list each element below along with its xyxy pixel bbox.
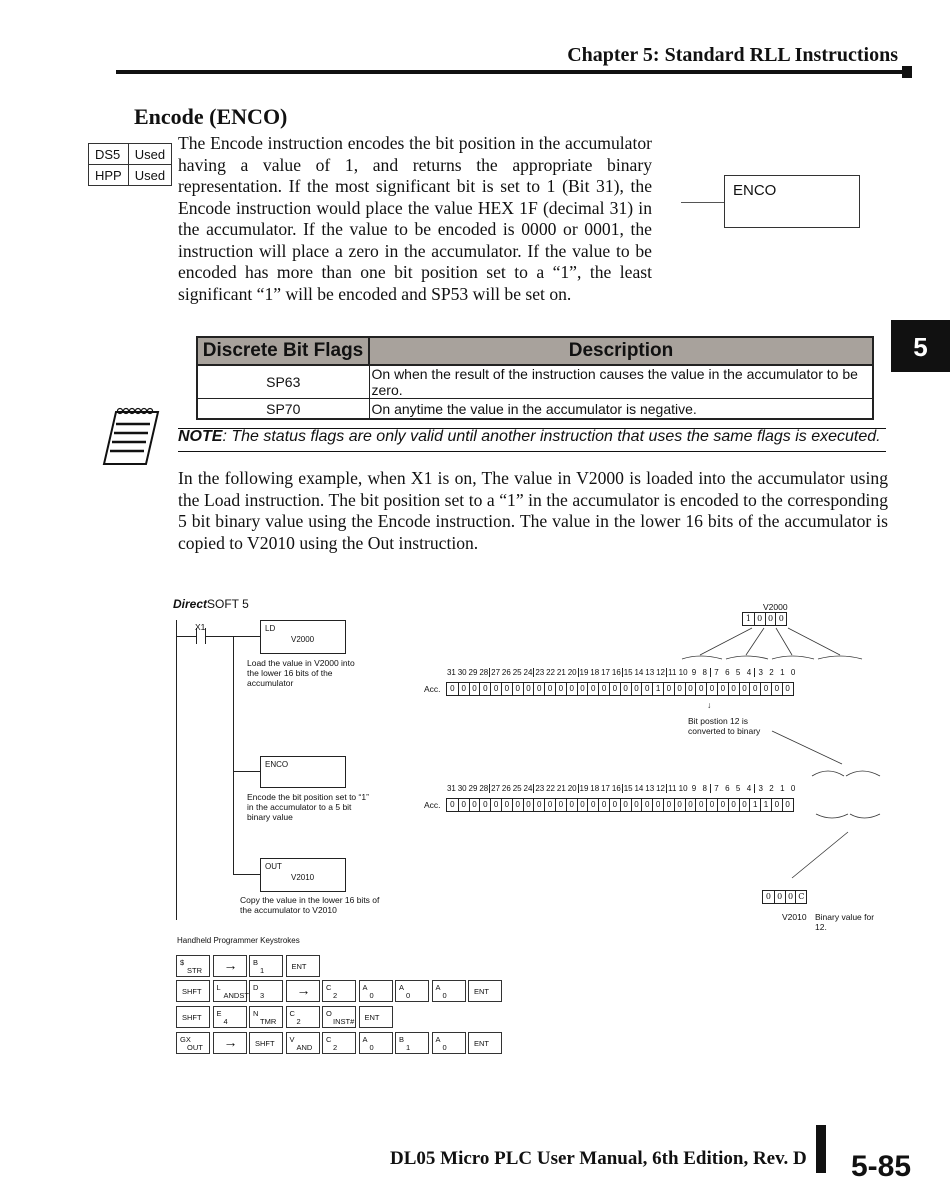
bit-number: 18 [590, 784, 600, 793]
acc-label: Acc. [424, 800, 441, 810]
bit-value: 0 [717, 799, 728, 811]
bit-number: 8 [702, 784, 707, 793]
bit-number: 19 [579, 784, 589, 793]
bit-number: 11 [666, 668, 678, 677]
keystroke-key: SHFT [249, 1032, 283, 1054]
ld-op: LD [265, 624, 276, 633]
rung-wire [233, 771, 261, 772]
bit-value: 0 [674, 799, 685, 811]
enco-box-wire [681, 202, 725, 203]
bit-number: 10 [678, 668, 688, 677]
bit-value: 0 [458, 683, 469, 695]
bit-value: 0 [587, 799, 598, 811]
bit-number: 5 [735, 784, 741, 793]
keystroke-key: → [286, 980, 320, 1002]
register-digit: 1 [745, 614, 751, 623]
bit-number: 1 [780, 784, 785, 793]
keystroke-key: GX OUT [176, 1032, 210, 1054]
out-description: Copy the value in the lower 16 bits of the accumulator to V2010 [240, 895, 380, 915]
ld-box [260, 620, 346, 654]
bit-number: 14 [634, 668, 644, 677]
bit-number: 15 [623, 668, 633, 677]
chapter-side-tab: 5 [891, 320, 950, 372]
bit-number: 18 [590, 668, 600, 677]
bit-number: 4 [746, 784, 752, 793]
bit-value: 0 [523, 799, 534, 811]
keystroke-key: ENT [286, 955, 320, 977]
bit-number: 20 [567, 784, 577, 793]
compat-row [89, 144, 172, 165]
acc-label: Acc. [424, 684, 441, 694]
down-arrow: ↓ [707, 700, 712, 710]
bit-number: 9 [691, 668, 697, 677]
keystroke-key: B 1 [249, 955, 283, 977]
bit-value: 0 [685, 683, 696, 695]
bit-value: 0 [533, 683, 544, 695]
keystroke-key: C 2 [322, 980, 356, 1002]
bit-value: 0 [620, 683, 631, 695]
bit-value: 0 [450, 684, 455, 693]
keystroke-key: C 2 [286, 1006, 320, 1028]
bit-value: 1 [652, 683, 663, 695]
bit-note: Bit postion 12 is converted to binary [688, 716, 761, 736]
bit-number: 6 [725, 784, 730, 793]
bit-value: 0 [652, 799, 663, 811]
bit-value: 0 [717, 683, 728, 695]
compat-device: HPP [89, 165, 129, 186]
bit-number: 15 [623, 784, 633, 793]
chapter-title: Chapter 5: Standard RLL Instructions [567, 44, 898, 66]
bit-value: 0 [587, 683, 598, 695]
register-digit: C [795, 891, 806, 903]
bit-number: 19 [579, 668, 589, 677]
keystrokes-title: Handheld Programmer Keystrokes [177, 936, 300, 945]
bit-number: 24 [523, 668, 533, 677]
bit-value: 0 [706, 799, 717, 811]
bit-value: 0 [749, 683, 760, 695]
keystroke-key: → [213, 955, 247, 977]
bit-number: 11 [666, 784, 678, 793]
bit-value: 0 [469, 683, 480, 695]
bit-number: 0 [790, 668, 796, 677]
bit-value: 0 [523, 683, 534, 695]
bit-number: 30 [457, 668, 467, 677]
bit-value: 0 [512, 683, 523, 695]
keystroke-key: A 0 [432, 1032, 466, 1054]
bit-value: 0 [706, 683, 717, 695]
pointer-arrow [770, 728, 850, 768]
keystroke-key: A 0 [395, 980, 429, 1002]
enco-instruction-box: ENCO [724, 175, 860, 228]
v2010-register [762, 890, 807, 904]
bit-number: 20 [567, 668, 577, 677]
bit-value: 0 [609, 799, 620, 811]
keystroke-key: L ANDST [213, 980, 247, 1002]
group-brace-top [810, 764, 882, 778]
bit-value: 0 [544, 799, 555, 811]
bit-number: 17 [601, 668, 610, 677]
compatibility-table [88, 143, 172, 186]
bit-value: 0 [620, 799, 631, 811]
bit-number: 0 [790, 784, 796, 793]
compat-status: Used [128, 165, 171, 186]
v2000-label: V2000 [763, 602, 788, 612]
bit-number: 22 [546, 784, 556, 793]
keystroke-key: V AND [286, 1032, 320, 1054]
compat-device: DS5 [89, 144, 129, 165]
bit-number: 3 [754, 784, 766, 793]
bit-value: 0 [544, 683, 555, 695]
example-paragraph: In the following example, when X1 is on, The value in V2000 is loaded into the accumulator using the Load instruction. The bit position set to a “1” in the accumulator is encoded to the corresponding 5 bit binary value using the Encode instruction. The value in the lower 16 bits of the accumulator is copied to V2010 using the Out instruction. [178, 468, 888, 553]
bit-value: 0 [598, 683, 609, 695]
bit-number: 27 [491, 668, 501, 677]
bit-number-row [446, 784, 799, 793]
left-power-rail [176, 620, 177, 920]
bit-value: 0 [450, 800, 455, 809]
rung-wire [176, 636, 196, 637]
bit-value: 0 [674, 683, 685, 695]
bit-value: 0 [771, 683, 782, 695]
bit-value: 0 [631, 683, 642, 695]
rung-wire [233, 874, 261, 875]
bit-value: 0 [555, 683, 566, 695]
v2000-register [742, 612, 787, 626]
bit-number: 7 [710, 668, 722, 677]
bit-value: 0 [479, 799, 490, 811]
out-arg: V2010 [291, 873, 315, 882]
table-row [197, 365, 873, 399]
bit-number: 26 [501, 784, 511, 793]
bit-number: 8 [702, 668, 707, 677]
ld-arg: V2000 [291, 635, 315, 644]
register-digit: 0 [785, 891, 796, 903]
bit-value: 0 [641, 799, 652, 811]
flag-cell: SP70 [197, 399, 369, 420]
intro-paragraph: The Encode instruction encodes the bit position in the accumulator having a value of 1, and returns the appropriate binary representation. If the most significant bit is set to 1 (Bit 31), the Encode instruction would place the value HEX 1F (decimal 31) in the accumulator. If the value to be encoded is 0000 or 0001, the instruction will place a zero in the accumulator. If the value to be encoded has more than one bit position set to a “1”, the least significant “1” will be encoded and SP53 will be set on. [178, 133, 652, 304]
bit-value: 0 [533, 799, 544, 811]
register-digit: 0 [765, 892, 771, 901]
register-digit: 0 [754, 613, 765, 625]
contact-label: X1 [195, 622, 206, 632]
bit-number: 29 [468, 668, 478, 677]
desc-cell: On anytime the value in the accumulator is negative. [369, 399, 873, 420]
flags-header-flag: Discrete Bit Flags [197, 337, 369, 365]
keystroke-key: E 4 [213, 1006, 247, 1028]
footer-bar [816, 1125, 826, 1173]
note-label: NOTE [178, 428, 223, 445]
enco-description: Encode the bit position set to “1” in the accumulator to a 5 bit binary value [247, 792, 369, 822]
bit-number: 24 [523, 784, 533, 793]
bit-number: 22 [546, 668, 556, 677]
bit-value: 1 [760, 799, 771, 811]
compat-status: Used [128, 144, 171, 165]
bit-value: 0 [695, 683, 706, 695]
software-label-bold: Direct [173, 597, 208, 611]
bit-value: 0 [663, 683, 674, 695]
bit-number: 31 [446, 668, 456, 677]
notepad-icon [102, 406, 160, 468]
keystroke-key: ENT [359, 1006, 393, 1028]
bit-value: 0 [598, 799, 609, 811]
header-block [902, 66, 912, 78]
bit-number: 26 [501, 668, 511, 677]
bit-number: 31 [446, 784, 456, 793]
bit-value: 0 [760, 683, 771, 695]
note-bottom-rule [178, 451, 886, 452]
bit-number: 27 [491, 784, 501, 793]
out-box [260, 858, 346, 892]
bit-value: 0 [501, 799, 512, 811]
bit-number: 17 [601, 784, 610, 793]
bit-number: 12 [656, 784, 665, 793]
keystroke-key: D 3 [249, 980, 283, 1002]
bit-number: 6 [725, 668, 730, 677]
out-op: OUT [265, 862, 282, 871]
keystroke-key: A 0 [432, 980, 466, 1002]
bit-value: 0 [641, 683, 652, 695]
bit-value: 0 [695, 799, 706, 811]
bit-value: 0 [663, 799, 674, 811]
bit-value: 0 [685, 799, 696, 811]
bit-value: 0 [609, 683, 620, 695]
bit-number: 12 [656, 668, 665, 677]
bit-number: 13 [645, 668, 655, 677]
bit-number: 23 [535, 784, 545, 793]
bit-number: 21 [556, 784, 566, 793]
header-rule [116, 70, 902, 74]
table-row [197, 399, 873, 420]
branch-wire [233, 636, 234, 874]
bit-number: 10 [678, 784, 688, 793]
bit-value: 0 [512, 799, 523, 811]
bit-value: 0 [566, 799, 577, 811]
bit-value: 1 [749, 799, 760, 811]
bit-number: 9 [691, 784, 697, 793]
bit-number: 14 [634, 784, 644, 793]
v2010-label: V2010 [782, 912, 807, 922]
bit-number: 4 [746, 668, 752, 677]
flags-header-desc: Description [369, 337, 873, 365]
keystroke-key: N TMR [249, 1006, 283, 1028]
register-digit: 0 [765, 613, 776, 625]
bit-value: 0 [739, 683, 750, 695]
keystroke-key: ENT [468, 980, 502, 1002]
bit-value: 0 [728, 799, 739, 811]
bit-number: 7 [710, 784, 722, 793]
keystroke-key: A 0 [359, 980, 393, 1002]
bit-number: 23 [535, 668, 545, 677]
bit-number: 30 [457, 784, 467, 793]
enco-op: ENCO [265, 760, 289, 769]
footer-title: DL05 Micro PLC User Manual, 6th Edition, Rev. D [390, 1148, 807, 1169]
bit-value: 0 [555, 799, 566, 811]
keystroke-key: O INST# [322, 1006, 356, 1028]
keystroke-key: ENT [468, 1032, 502, 1054]
bit-value: 0 [490, 683, 501, 695]
bit-number: 5 [735, 668, 741, 677]
keystroke-key: C 2 [322, 1032, 356, 1054]
bit-value: 0 [490, 799, 501, 811]
expand-arrows [680, 625, 890, 665]
section-heading: Encode (ENCO) [134, 104, 288, 129]
bit-number: 1 [780, 668, 785, 677]
accumulator-after [446, 798, 794, 812]
bit-value: 0 [782, 683, 793, 695]
v2010-note: Binary value for 12. [815, 912, 875, 932]
register-digit: 0 [774, 891, 785, 903]
bit-value: 0 [566, 683, 577, 695]
flags-header-row [197, 337, 873, 365]
keystroke-key: SHFT [176, 1006, 210, 1028]
bit-number: 25 [512, 668, 522, 677]
flag-cell: SP63 [197, 365, 369, 399]
keystroke-key: $ STR [176, 955, 210, 977]
software-label-rest: SOFT 5 [207, 597, 249, 611]
bit-value: 0 [728, 683, 739, 695]
enco-box [260, 756, 346, 788]
page-number: 5-85 [851, 1150, 912, 1183]
bit-value: 0 [739, 799, 750, 811]
desc-cell: On when the result of the instruction causes the value in the accumulator to be zero. [369, 365, 873, 399]
bit-value: 0 [771, 799, 782, 811]
bit-value: 0 [577, 799, 588, 811]
bit-number: 25 [512, 784, 522, 793]
bit-value: 0 [501, 683, 512, 695]
bit-value: 0 [577, 683, 588, 695]
bit-number: 28 [479, 784, 489, 793]
bit-value: 0 [782, 799, 793, 811]
note-body: : The status flags are only valid until another instruction that uses the same flags is executed. [222, 428, 881, 445]
bit-number: 28 [479, 668, 489, 677]
bit-value: 0 [469, 799, 480, 811]
software-label [173, 597, 249, 611]
bit-value: 0 [479, 683, 490, 695]
bit-number: 2 [769, 784, 774, 793]
bit-number: 2 [769, 668, 774, 677]
bit-number: 21 [556, 668, 566, 677]
keystroke-key: → [213, 1032, 247, 1054]
bit-number: 13 [645, 784, 655, 793]
bit-number-row [446, 668, 799, 677]
bit-number: 29 [468, 784, 478, 793]
bit-value: 0 [631, 799, 642, 811]
bit-value: 0 [458, 799, 469, 811]
ld-description: Load the value in V2000 into the lower 16 bits of the accumulator [247, 658, 355, 688]
bit-number: 16 [611, 784, 621, 793]
bit-number: 3 [754, 668, 766, 677]
keystroke-key: SHFT [176, 980, 210, 1002]
accumulator-before [446, 682, 794, 696]
flags-table [196, 336, 874, 420]
note-text [178, 428, 881, 446]
compat-row [89, 165, 172, 186]
bit-number: 16 [611, 668, 621, 677]
keystroke-key: B 1 [395, 1032, 429, 1054]
register-digit: 0 [775, 613, 786, 625]
out-arrow [790, 812, 882, 882]
keystroke-key: A 0 [359, 1032, 393, 1054]
